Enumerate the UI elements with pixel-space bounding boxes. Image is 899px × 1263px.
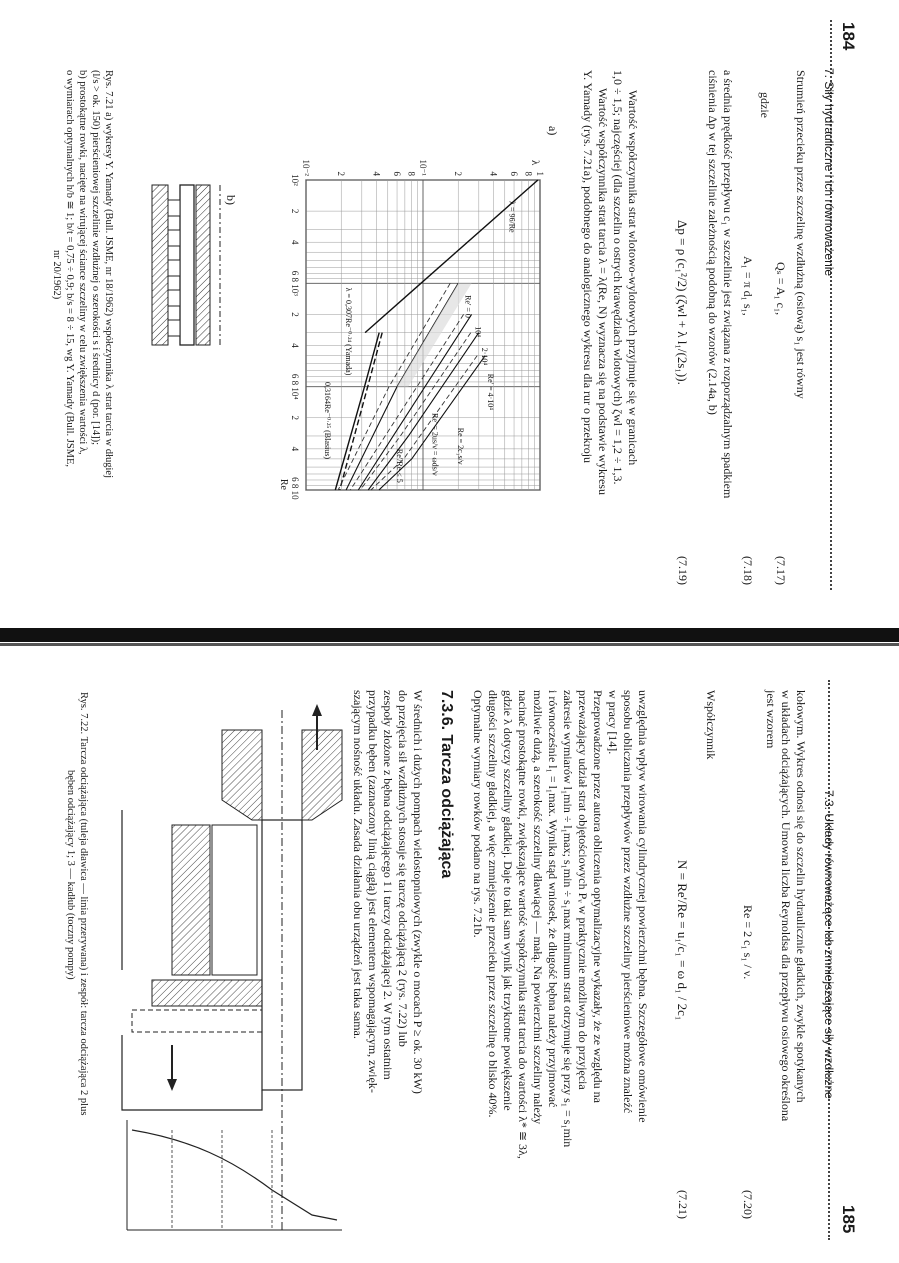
figure-a-label: a) xyxy=(546,126,560,136)
page-number-right: 185 xyxy=(839,1205,858,1234)
caption-7-22-line2: bęben odciążający 1; 3 — kadłub (toczny pompy) xyxy=(65,770,76,980)
equation-7-20: Re = 2 c₁ s₁ / ν. xyxy=(741,905,755,980)
running-header-left: 7. Siły hydrauliczne i ich równoważenie xyxy=(822,68,836,277)
para-right-2-l1: uwzględnia wpływ wirowania cylindrycznej powierzchni bębna. Szczegółowe omówienie xyxy=(636,690,650,1123)
chart-y-tick-label: 8 xyxy=(523,171,534,176)
para-loss-coef-1: Wartość współczynnika strat wlotowo-wylotowych przyjmuje się w granicach xyxy=(626,90,640,466)
equation-7-19: Δp = ρ (c₁²/2) (ζwl + λ l₁/(2s₁)). xyxy=(675,220,690,385)
chart-y-tick-label: 8 xyxy=(406,171,417,176)
para-right-2-l8: możliwie dużą, a szerokość szczeliny dławiącej — małą. Na powierzchni szczeliny należy xyxy=(531,690,545,1125)
equation-number-7-20: (7.20) xyxy=(741,1190,755,1219)
chart-x-tick-label: 2 xyxy=(290,415,300,421)
where-word: gdzie xyxy=(758,92,772,118)
chart-annotation: 10⁴ xyxy=(473,326,483,338)
chart-x-axis-label: Re xyxy=(278,478,289,490)
chart-series-line xyxy=(358,314,471,490)
chart-y-tick-label: 10⁻² xyxy=(301,159,311,176)
chart-annotation: λ = 96/Re xyxy=(507,201,517,233)
equation-number-7-18: (7.18) xyxy=(741,556,755,585)
para-right-2-l10: gdzie λ dotyczy szczeliny gładkiej. Daje to taki sam wynik jak trzykrotne powiększenie xyxy=(501,690,515,1111)
para-right-3-l2: do przejęcia sił wzdłużnych stosuje się tarczę odciążającą 2 (rys. 7.22) lub xyxy=(396,690,410,1047)
para-right-1a: kołowym. Wykres odnosi się do szczelin hydraulicznie gładkich, zwykle spotykanych xyxy=(794,690,808,1103)
chart-x-tick-label: 6 8 10³ xyxy=(290,270,300,296)
chart-x-tick-label: 4 xyxy=(290,239,300,245)
chart-y-tick-label: 6 xyxy=(392,171,403,176)
para-right-2-l7: i równocześnie l₁ = l₁max. Wynika stąd wniosek, że długość bębna należy przyjmować xyxy=(546,690,560,1108)
chart-y-tick-label: 1 xyxy=(535,171,545,176)
chart-annotation: 0,3164Re⁻⁰·²⁵ (Blasius) xyxy=(322,381,332,460)
chart-y-tick-label: 4 xyxy=(488,171,499,176)
para-right-1b: w układach odciążających. Umowna liczba Reynoldsa dla przepływu osiowego określona xyxy=(779,690,793,1122)
chart-x-tick-label: 6 8 10⁵ xyxy=(290,477,300,500)
para-mean-velocity-1: a średnia prędkość przepływu c₁ w szczelinie jest związana z rozporządzalnym spadkiem xyxy=(721,70,735,499)
chart-x-tick-label: 6 8 10⁴ xyxy=(290,373,300,400)
para-right-3-l4: przypadku bęben (zaznaczony linią ciągłą) jest elementem wspomagającym, zwięk- xyxy=(366,690,380,1093)
coefficient-word: Współczynnik xyxy=(704,690,718,760)
chart-annotation: λ = 0,307Re⁻⁰·²⁴ (Yamada) xyxy=(344,287,354,376)
para-right-1c: jest wzorem xyxy=(764,690,778,749)
caption-7-21-line5: nr 20/1962) xyxy=(51,250,62,300)
equation-number-7-17: (7.17) xyxy=(774,556,788,585)
yamada-chart-container xyxy=(278,140,550,500)
chart-annotation: Re' = 0 xyxy=(463,295,473,318)
caption-7-22-line1: Rys. 7.22. Tarcza odciążająca (tuleja dławica — linia przerywana) i zespół: tarcza odciążająca 2 plus xyxy=(78,692,89,1116)
para-right-3-l5: szającym nośność układu. Zasada działania obu urządzeń jest taka sama. xyxy=(351,690,365,1039)
caption-7-21-line1: Rys. 7.21 a) wykresy Y. Yamady (Bull. JSME, nr 18/1962) współczynnika λ strat tarcia w długiej xyxy=(103,70,114,479)
grooved-gap-sketch xyxy=(150,180,230,355)
para-loss-coef-3: Wartość współczynnika strat tarcia λ = λ(Re, N) wyznacza się na podstawie wykresu xyxy=(596,88,610,495)
running-header-right: 7.3. Układy równoważące lub zmniejszające siły wzdłużne xyxy=(822,790,836,1099)
equation-number-7-21: (7.21) xyxy=(676,1190,690,1219)
para-right-2-l9: nacinać prostokątne rowki, zwiększające wartość współczynnika strat tarcia do wartości λ* ≅ 3λ, xyxy=(516,690,530,1159)
equation-number-7-19: (7.19) xyxy=(676,556,690,585)
chart-hatched-band xyxy=(397,283,472,386)
figure-b-label: b) xyxy=(224,195,238,205)
caption-7-21-line3: b) prostokątne rowki, nacięte na wirującej ściance szczeliny w celu zwiększenia wartości λ, xyxy=(77,70,88,455)
para-right-3-l3: zespoły złożone z bębna odciążającego 1 i tarczy odciążającej 2. W tym ostatnim xyxy=(381,690,395,1080)
chart-x-tick-label: 2 xyxy=(290,208,300,214)
chart-annotation: Re = 2c₁s/ν xyxy=(456,427,466,465)
chart-y-tick-label: 6 xyxy=(509,171,520,176)
page-gutter-edge xyxy=(0,643,899,646)
para-loss-coef-2: 1,0 ÷ 1,5; najczęściej (dla szczelin o ostrych krawędziach wlotowych) ζwl = 1,2 ÷ 1,3. xyxy=(611,70,625,485)
section-title-7-3-6: 7.3.6. Tarcza odciążająca xyxy=(438,690,455,879)
equation-7-17: Qₛ = A₁ c₁, xyxy=(774,262,788,316)
chart-x-tick-label: 4 xyxy=(290,343,300,348)
chart-x-tick-label: 4 xyxy=(290,446,300,452)
para-right-2-l3: w pracy [14]. xyxy=(606,690,620,755)
chart-x-tick-label: 10² xyxy=(290,174,300,186)
page-gutter xyxy=(0,628,899,642)
chart-y-tick-label: 10⁻¹ xyxy=(418,159,428,176)
chart-x-tick-label: 2 xyxy=(290,312,300,317)
balancing-disc-figure xyxy=(112,690,352,1238)
chart-y-axis-label: λ xyxy=(529,160,541,166)
yamada-friction-chart xyxy=(278,140,550,500)
chart-annotation: 2·10⁴ xyxy=(480,347,490,366)
caption-7-21-line2: (l/s > ok. 150) pierścieniowej szczelinie wzdłużnej o szerokości s i średnicy d (por. [14]); xyxy=(90,70,101,446)
caption-7-21-line4: o wymiarach optymalnych h/b ≅ 1; b/t = 0,75 ÷ 0,9; b/s = 8 ÷ 15, wg Y. Yamady (Bull. JSME, xyxy=(64,70,75,468)
equation-7-21: N = Re'/Re = u₁/c₁ = ω d₁ / 2c₁ xyxy=(675,860,690,1021)
page-number-left: 184 xyxy=(839,22,858,51)
para-right-2-l4: Przeprowadzone przez autora obliczenia optymalizacyjne wykazały, że ze względu na xyxy=(591,690,605,1104)
para-right-2-l11: długości szczeliny gładkiej, a więc zmniejszenie przecieku przez szczelinę o blisko 40%. xyxy=(486,690,500,1118)
para-loss-coef-4: Y. Yamady (rys. 7.21a), podobnego do analogicznego wykresu dla rur o przekroju xyxy=(581,70,595,464)
chart-y-tick-label: 2 xyxy=(453,171,464,176)
para-leak-flow: Strumień przecieku przez szczelinę wzdłużną (osiową) s₁ jest równy xyxy=(794,70,808,399)
equation-7-18: A₁ = π d₁ s₁, xyxy=(741,256,755,316)
para-right-2-l5: przeważający udział strat objętościowych Pᵥ w praktycznie możliwym do przyjęcia xyxy=(576,690,590,1090)
para-mean-velocity-2: ciśnienia Δp w tej szczelinie zależnością podobną do wzorów (2.14a, b) xyxy=(706,70,720,415)
para-right-2-l2: sposobu obliczania przepływów przez wzdłużne szczeliny pierścieniowe można znaleźć xyxy=(621,690,635,1114)
chart-annotation: Re' = 4·10⁴ xyxy=(486,373,496,411)
chart-y-tick-label: 4 xyxy=(371,171,382,176)
para-right-2-l12: Optymalne wymiary rowków podano na rys. 7.21b. xyxy=(471,690,485,938)
para-right-3-l1: W średnich i dużych pompach wielostopniowych (zwykle o mocach P ≥ ok. 30 kW) xyxy=(411,690,425,1094)
chart-annotation: Re'/Re ≤ 5 xyxy=(395,448,405,483)
chart-y-tick-label: 2 xyxy=(336,171,347,176)
para-right-2-l6: zakresie wymiarów l₁min ÷ l₁max; s₁min ÷ s₁max minimum strat otrzymuje się przy s₁ = s₁min xyxy=(561,690,575,1148)
chart-annotation: Re' = 2us/ν = ωds/ν xyxy=(430,413,440,476)
